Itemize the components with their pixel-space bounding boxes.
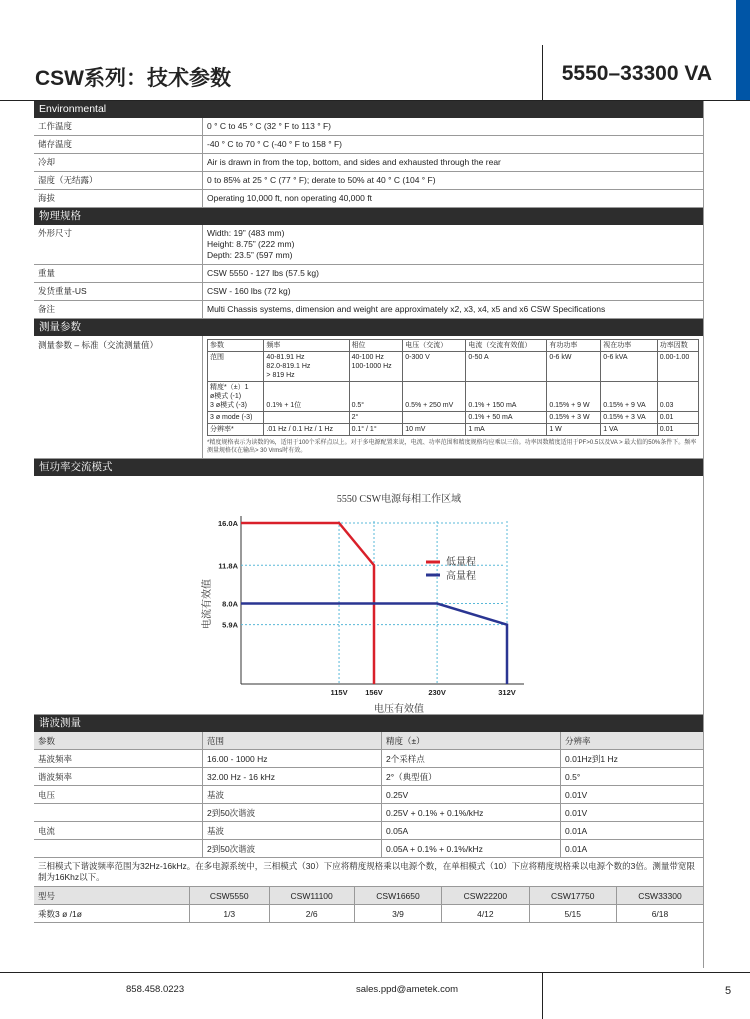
measurement-cell: 电流（交流有效值） — [466, 340, 547, 352]
harmonic-cell: 0.05A — [382, 822, 561, 840]
model-header-cell: CSW11100 — [269, 887, 354, 905]
chart-title: 5550 CSW电源每相工作区域 — [336, 494, 462, 505]
section-harmonic: 谐波测量 — [34, 715, 703, 732]
measurement-cell: 1 VA — [601, 424, 658, 436]
x-tick-label: 230V — [428, 688, 446, 697]
legend-low: 低量程 — [446, 557, 476, 568]
harmonic-cell: 0.25V + 0.1% + 0.1%/kHz — [382, 804, 561, 822]
measurement-cell: 0.1% + 1位 — [264, 382, 349, 412]
spec-row — [34, 172, 703, 190]
measurement-cell: 40-81.91 Hz 82.0-819.1 Hz > 819 Hz — [264, 352, 349, 382]
spec-key: 备注 — [34, 301, 203, 318]
footer-email[interactable]: sales.ppd@ametek.com — [356, 984, 459, 995]
measurement-cell: 0.1° / 1° — [349, 424, 403, 436]
measurement-cell: 10 mV — [403, 424, 466, 436]
harmonic-cell: 0.05A + 0.1% + 0.1%/kHz — [382, 840, 561, 858]
measurement-cell: 0.1% + 50 mA — [466, 412, 547, 424]
section-constant-power: 恒功率交流模式 — [34, 459, 703, 476]
model-row — [34, 905, 703, 923]
harmonic-cell: 基波 — [203, 822, 382, 840]
harmonic-header-cell: 分辨率 — [561, 732, 704, 750]
harmonic-row — [34, 768, 703, 786]
measurement-cell: 0.15% + 3 VA — [601, 412, 658, 424]
spec-row — [34, 118, 703, 136]
model-header-cell: CSW33300 — [616, 887, 703, 905]
measurement-accuracy-row — [208, 382, 699, 412]
spec-key: 重量 — [34, 265, 203, 282]
section-physical: 物理规格 — [34, 208, 703, 225]
page-number: 5 — [725, 985, 732, 997]
legend-high: 高量程 — [446, 571, 476, 582]
spec-value — [203, 154, 703, 171]
spec-row — [34, 265, 703, 283]
harmonic-table — [34, 732, 703, 858]
measurement-resolution-row — [208, 424, 699, 436]
harmonic-cell: 2到50次谐波 — [203, 804, 382, 822]
y-tick-label: 5.9A — [222, 620, 238, 630]
harmonic-row — [34, 804, 703, 822]
spec-value-line: Air is drawn in from the top, bottom, and sides and exhausted through the rear — [207, 157, 501, 167]
measurement-cell: 0.00-1.00 — [657, 352, 698, 382]
spec-value-line: Height: 8.75” (222 mm) — [207, 239, 295, 249]
measurement-cell: 1 mA — [466, 424, 547, 436]
model-table — [34, 887, 703, 923]
harmonic-header-row — [34, 732, 703, 750]
page-title: CSW系列：技术参数 — [35, 67, 231, 90]
spec-key: 湿度（无结露） — [34, 172, 203, 189]
spec-value-line: 0 ° C to 45 ° C (32 ° F to 113 ° F) — [207, 121, 331, 131]
harmonic-cell: 电流 — [34, 822, 203, 840]
spec-value-line: Width: 19” (483 mm) — [207, 228, 285, 238]
spec-row — [34, 225, 703, 265]
harmonic-cell: 基波频率 — [34, 750, 203, 768]
spec-row — [34, 154, 703, 172]
model-cell: 2/6 — [269, 905, 354, 923]
harmonic-cell: 0.01V — [561, 786, 704, 804]
y-tick-label: 16.0A — [217, 519, 238, 528]
spec-row — [34, 283, 703, 301]
model-header-cell: CSW17750 — [529, 887, 616, 905]
spec-value — [203, 118, 703, 135]
measurement-cell: 有功功率 — [547, 340, 601, 352]
spec-value — [203, 136, 703, 153]
measurement-cell: 0.15% + 9 VA — [601, 382, 658, 412]
y-tick-label: 11.8A — [218, 561, 238, 571]
measurement-cell: 0.15% + 3 W — [547, 412, 601, 424]
harmonic-cell: 0.01V — [561, 804, 704, 822]
model-header-cell: CSW22200 — [442, 887, 529, 905]
measurement-cell: 频率 — [264, 340, 349, 352]
measurement-cell: 3 ø mode (-3) — [208, 412, 264, 424]
spec-value-line: Depth: 23.5” (597 mm) — [207, 250, 293, 260]
harmonic-note: 三相模式下谐波频率范围为32Hz-16kHz。在多电源系统中，三相模式（30）下应将精度规格乘以电源个数，在单相模式（10）下应将精度规格乘以电源个数的3倍。测量带宽限制为16Khz以下。 — [34, 858, 703, 887]
harmonic-row — [34, 840, 703, 858]
measurement-cell: 0-6 kVA — [601, 352, 658, 382]
measurement-cell: 0-300 V — [403, 352, 466, 382]
measurement-cell: 0.01 — [657, 424, 698, 436]
harmonic-cell — [34, 840, 203, 858]
model-header-cell: 型号 — [34, 887, 190, 905]
spec-value — [203, 190, 703, 207]
spec-key: 储存温度 — [34, 136, 203, 153]
harmonic-cell: 电压 — [34, 786, 203, 804]
spec-value-line: 0 to 85% at 25 ° C (77 ° F); derate to 50% at 40 ° C (104 ° F) — [207, 175, 436, 185]
measurement-cell: 1 W — [547, 424, 601, 436]
harmonic-cell: 0.01A — [561, 822, 704, 840]
harmonic-cell: 2到50次谐波 — [203, 840, 382, 858]
model-header-cell: CSW16650 — [354, 887, 441, 905]
harmonic-row — [34, 786, 703, 804]
x-tick-label: 312V — [498, 688, 516, 697]
harmonic-row — [34, 750, 703, 768]
operating-area-chart — [34, 476, 703, 714]
model-cell: 1/3 — [190, 905, 270, 923]
model-cell: 5/15 — [529, 905, 616, 923]
model-cell: 乘数3 ø /1ø — [34, 905, 190, 923]
measurement-cell: 精度*（±）1 ø模式 (-1) 3 ø模式 (-3) — [208, 382, 264, 412]
harmonic-cell: 0.25V — [382, 786, 561, 804]
environmental-rows — [34, 118, 703, 208]
measurement-cell: 0.5% + 250 mV — [403, 382, 466, 412]
spec-row — [34, 301, 703, 319]
measurement-cell: 功率因数 — [657, 340, 698, 352]
spec-row — [34, 190, 703, 208]
measurement-cell: 0-50 A — [466, 352, 547, 382]
spec-key: 海拔 — [34, 190, 203, 207]
header-divider — [542, 45, 543, 100]
footer-divider — [542, 972, 543, 1019]
spec-key: 工作温度 — [34, 118, 203, 135]
measurement-cell: 0.01 — [657, 412, 698, 424]
x-tick-label: 156V — [365, 688, 383, 697]
plot-area — [218, 516, 524, 697]
measurement-cell — [403, 412, 466, 424]
spec-value-line: Multi Chassis systems, dimension and weight are approximately x2, x3, x4, x5 and x6 CSW Specifications — [207, 304, 606, 314]
model-header-row — [34, 887, 703, 905]
brand-bar — [736, 0, 750, 100]
measurement-cell: 0.15% + 9 W — [547, 382, 601, 412]
measurement-cell: 2° — [349, 412, 403, 424]
measurement-cell: 范围 — [208, 352, 264, 382]
section-measurement: 测量参数 — [34, 319, 703, 336]
measurement-cell: 相位 — [349, 340, 403, 352]
model-header-cell: CSW5550 — [190, 887, 270, 905]
spec-row — [34, 136, 703, 154]
spec-key: 外形尺寸 — [34, 225, 203, 264]
harmonic-cell: 0.01A — [561, 840, 704, 858]
measurement-cell: 40-100 Hz 100-1000 Hz — [349, 352, 403, 382]
harmonic-header-cell: 范围 — [203, 732, 382, 750]
measurement-cell: 参数 — [208, 340, 264, 352]
measurement-table — [207, 339, 699, 436]
section-environmental: Environmental — [34, 101, 703, 118]
measurement-cell: 分辨率* — [208, 424, 264, 436]
spec-value-line: -40 ° C to 70 ° C (-40 ° F to 158 ° F) — [207, 139, 343, 149]
measurement-accuracy3-row — [208, 412, 699, 424]
measurement-cell: 0-6 kW — [547, 352, 601, 382]
harmonic-cell: 32.00 Hz - 16 kHz — [203, 768, 382, 786]
spec-value-line: Operating 10,000 ft, non operating 40,000 ft — [207, 193, 372, 203]
model-cell: 6/18 — [616, 905, 703, 923]
spec-value — [203, 225, 703, 264]
measurement-note: *精度规格表示为读数的%，适用于100个采样点以上。对于多电源配置来说，电流、功率范围和精度规格均应乘以三倍。功率因数精度适用于PF>0.5以及VA > 最大值的50%条件下。频率测量规格仅在输出> 30 Vrms时有效。 — [207, 440, 697, 454]
va-range: 5550–33300 VA — [561, 62, 712, 85]
chart-area — [34, 476, 703, 715]
y-axis-label: 电流有效值 — [202, 579, 213, 629]
measurement-header-row — [208, 340, 699, 352]
measurement-row — [34, 336, 703, 459]
spec-value-line: CSW - 160 lbs (72 kg) — [207, 286, 291, 296]
harmonic-cell: 2个采样点 — [382, 750, 561, 768]
harmonic-cell: 0.5° — [561, 768, 704, 786]
page-header — [0, 0, 750, 100]
spec-value-line: CSW 5550 - 127 lbs (57.5 kg) — [207, 268, 319, 278]
footer-phone: 858.458.0223 — [126, 984, 185, 995]
spec-value — [203, 172, 703, 189]
harmonic-cell — [34, 804, 203, 822]
measurement-cell: 0.1% + 150 mA — [466, 382, 547, 412]
model-cell: 3/9 — [354, 905, 441, 923]
physical-rows — [34, 225, 703, 319]
x-tick-label: 115V — [330, 688, 348, 697]
harmonic-cell: 基波 — [203, 786, 382, 804]
measurement-cell: 电压（交流） — [403, 340, 466, 352]
harmonic-header-cell: 精度（±） — [382, 732, 561, 750]
harmonic-cell: 2°（典型值） — [382, 768, 561, 786]
harmonic-cell: 0.01Hz到1 Hz — [561, 750, 704, 768]
measurement-cell — [264, 412, 349, 424]
harmonic-cell: 16.00 - 1000 Hz — [203, 750, 382, 768]
spec-value — [203, 283, 703, 300]
spec-key: 冷却 — [34, 154, 203, 171]
model-cell: 4/12 — [442, 905, 529, 923]
spec-value — [203, 301, 703, 318]
measurement-cell: 0.5° — [349, 382, 403, 412]
measurement-cell: 视在功率 — [601, 340, 658, 352]
harmonic-cell: 谐波频率 — [34, 768, 203, 786]
footer-rule — [0, 972, 750, 973]
y-tick-label: 8.0A — [222, 599, 238, 609]
spec-value — [203, 265, 703, 282]
measurement-cell: 0.03 — [657, 382, 698, 412]
harmonic-row — [34, 822, 703, 840]
x-axis-label: 电压有效值 — [374, 704, 424, 714]
spec-key: 发货重量-US — [34, 283, 203, 300]
measurement-label: 测量参数 – 标准（交流测量值） — [34, 336, 203, 458]
spec-document — [34, 101, 703, 923]
measurement-cell: .01 Hz / 0.1 Hz / 1 Hz — [264, 424, 349, 436]
harmonic-header-cell: 参数 — [34, 732, 203, 750]
measurement-range-row — [208, 352, 699, 382]
